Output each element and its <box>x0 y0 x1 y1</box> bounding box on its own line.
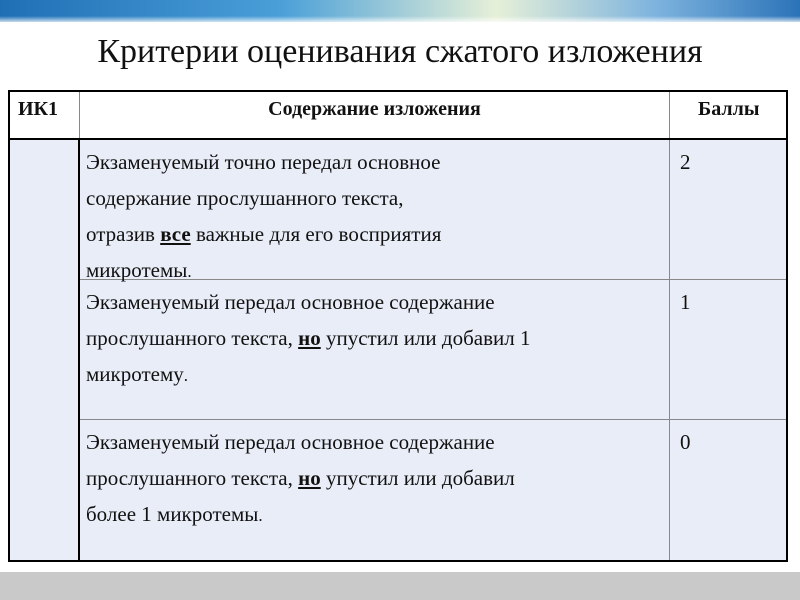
top-decorative-band <box>0 0 800 22</box>
text-fragment: . <box>258 506 263 525</box>
text-fragment: . <box>183 366 188 385</box>
text-fragment: прослушанного текста, <box>86 326 299 350</box>
criterion-line <box>86 496 663 534</box>
text-fragment: более 1 микротемы <box>86 502 259 526</box>
text-fragment: важные для его восприятия <box>190 222 442 246</box>
table-row <box>80 420 786 560</box>
text-fragment: микротему <box>86 362 184 386</box>
emphasis-word: все <box>160 222 191 246</box>
emphasis-word: но <box>298 466 321 490</box>
code-column-cell <box>10 140 80 560</box>
score-value: 0 <box>680 430 691 454</box>
score-value: 1 <box>680 290 691 314</box>
text-fragment: упустил или добавил <box>320 466 515 490</box>
criterion-text <box>80 280 670 419</box>
criterion-line <box>86 320 663 356</box>
table-row <box>80 140 786 280</box>
criteria-table <box>8 90 788 562</box>
criterion-text <box>80 140 670 282</box>
table-header-row <box>10 92 786 140</box>
footer-band <box>0 572 800 600</box>
header-code: ИК1 <box>10 92 80 138</box>
header-score: Баллы <box>698 98 760 120</box>
header-content: Содержание изложения <box>80 92 670 138</box>
page-title: Критерии оценивания сжатого изложения <box>97 33 703 70</box>
criterion-line: содержание прослушанного текста, <box>86 186 404 210</box>
text-fragment: отразив <box>86 222 161 246</box>
criterion-text <box>80 420 670 560</box>
text-fragment: микротемы <box>86 258 188 282</box>
criterion-line: Экзаменуемый точно передал основное <box>86 150 441 174</box>
table-row <box>80 280 786 420</box>
criterion-line <box>86 216 663 252</box>
text-fragment: . <box>187 262 192 281</box>
score-value: 2 <box>680 150 691 174</box>
text-fragment: прослушанного текста, <box>86 466 299 490</box>
criterion-line <box>86 460 663 496</box>
criterion-line <box>86 356 663 394</box>
criterion-line: Экзаменуемый передал основное содержание <box>86 430 495 454</box>
criterion-line: Экзаменуемый передал основное содержание <box>86 290 495 314</box>
emphasis-word: но <box>298 326 321 350</box>
text-fragment: упустил или добавил 1 <box>320 326 531 350</box>
